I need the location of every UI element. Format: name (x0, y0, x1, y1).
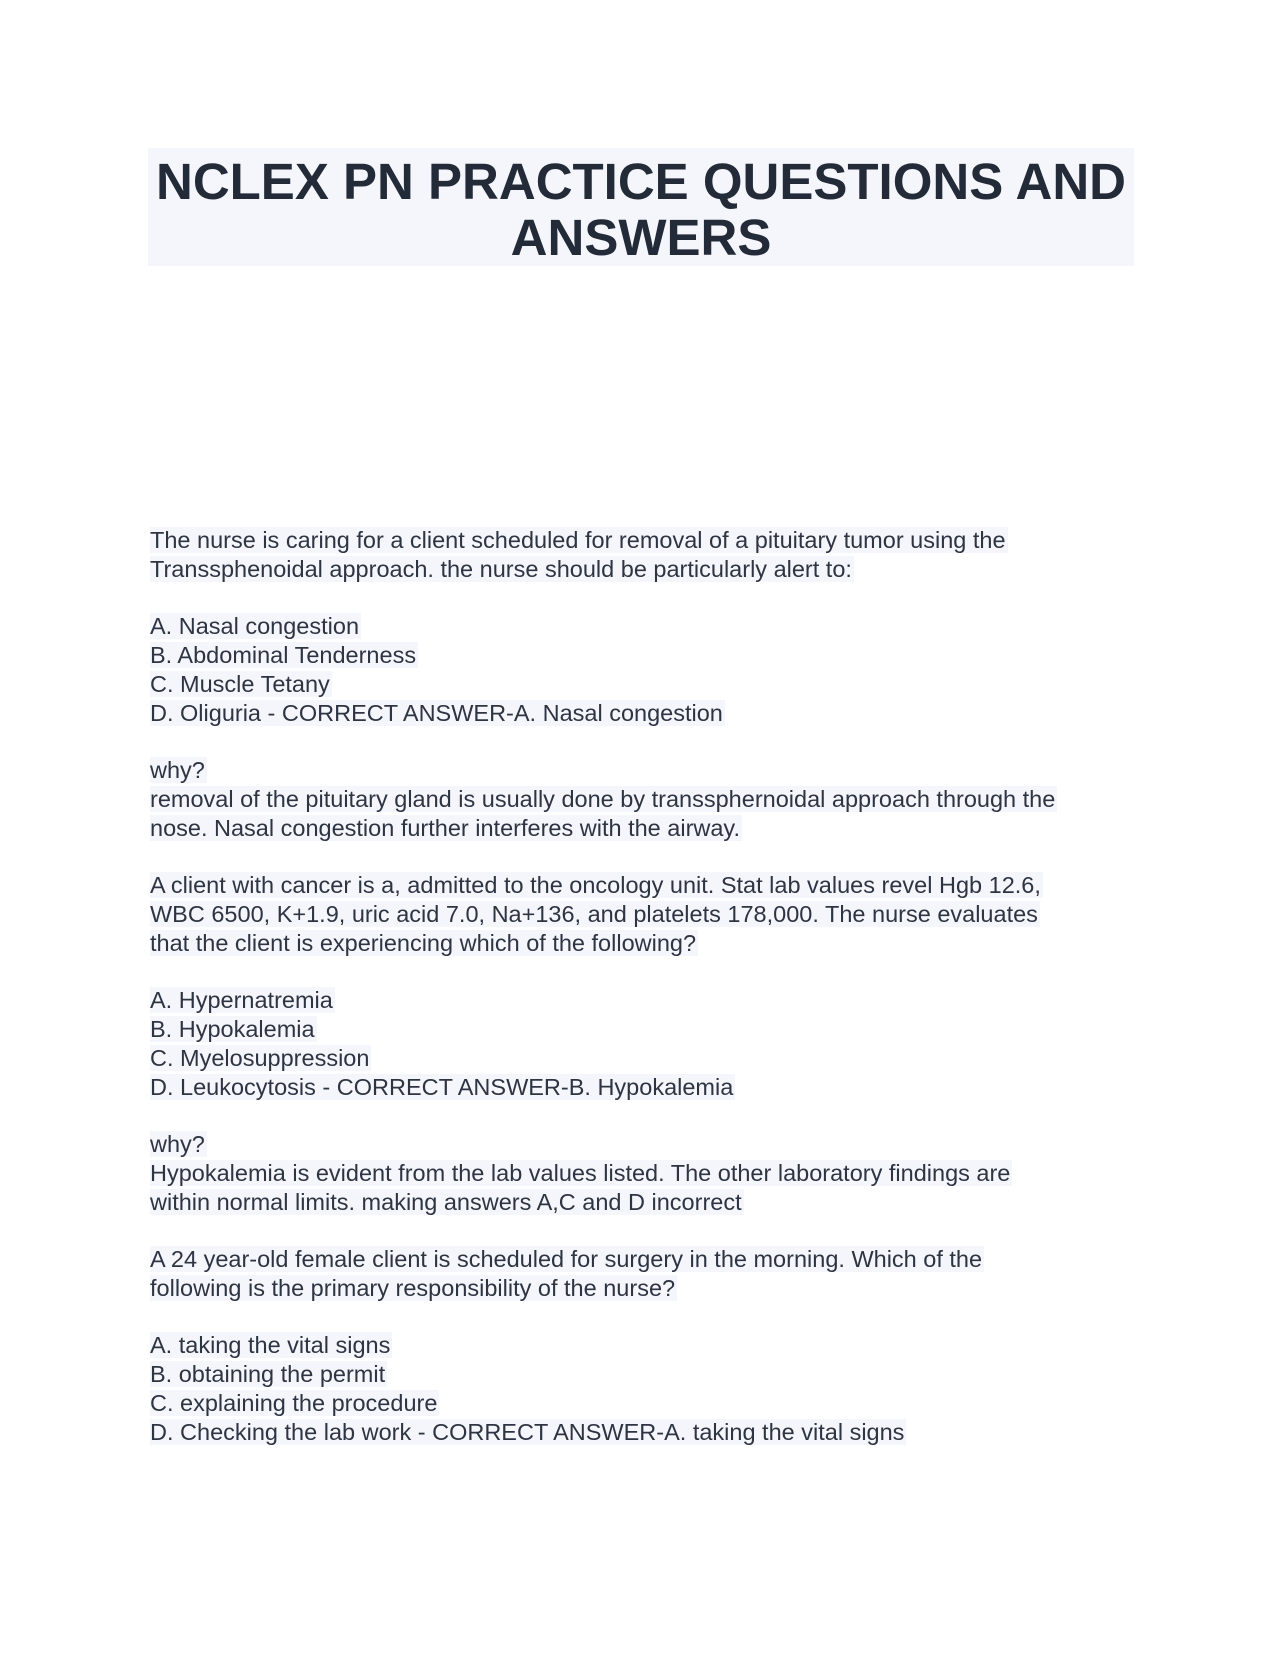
rationale-line: Hypokalemia is evident from the lab values listed. The other laboratory findings are (150, 1160, 1011, 1186)
question-stem-line: The nurse is caring for a client scheduled for removal of a pituitary tumor using the (150, 527, 1006, 553)
question-stem-line: A 24 year-old female client is scheduled for surgery in the morning. Which of the (150, 1246, 983, 1272)
question-block (150, 526, 1140, 843)
question-stem-line: Transsphenoidal approach. the nurse should be particularly alert to: (150, 556, 852, 582)
answer-option: A. Nasal congestion (150, 613, 360, 639)
why-label: why? (150, 757, 205, 783)
question-stem-line: A client with cancer is a, admitted to the oncology unit. Stat lab values revel Hgb 12.6, (150, 872, 1041, 898)
answer-option: B. Abdominal Tenderness (150, 642, 417, 668)
question-stem-line: following is the primary responsibility of the nurse? (150, 1275, 676, 1301)
answer-option: B. obtaining the permit (150, 1361, 386, 1387)
document-body (150, 526, 1140, 1447)
why-label: why? (150, 1131, 205, 1157)
rationale-line: within normal limits. making answers A,C and D incorrect (150, 1189, 742, 1215)
answer-option: C. Myelosuppression (150, 1045, 370, 1071)
answer-option-with-correct-answer: D. Leukocytosis - CORRECT ANSWER-B. Hypokalemia (150, 1074, 734, 1100)
title-line: ANSWERS (510, 209, 772, 266)
title-line: NCLEX PN PRACTICE QUESTIONS AND (155, 153, 1127, 210)
answer-option: A. taking the vital signs (150, 1332, 391, 1358)
answer-option: C. explaining the procedure (150, 1390, 438, 1416)
title-banner (148, 148, 1134, 266)
question-block (150, 1245, 1140, 1447)
page-title (148, 148, 1134, 266)
answer-option-with-correct-answer: D. Oliguria - CORRECT ANSWER-A. Nasal congestion (150, 700, 723, 726)
answer-option: C. Muscle Tetany (150, 671, 330, 697)
answer-option: A. Hypernatremia (150, 987, 333, 1013)
question-stem-line: that the client is experiencing which of the following? (150, 930, 697, 956)
answer-option: B. Hypokalemia (150, 1016, 315, 1042)
question-stem-line: WBC 6500, K+1.9, uric acid 7.0, Na+136, and platelets 178,000. The nurse evaluates (150, 901, 1038, 927)
answer-option-with-correct-answer: D. Checking the lab work - CORRECT ANSWER-A. taking the vital signs (150, 1419, 905, 1445)
rationale-line: removal of the pituitary gland is usually done by transsphernoidal approach through the (150, 786, 1056, 812)
rationale-line: nose. Nasal congestion further interferes with the airway. (150, 815, 740, 841)
question-block (150, 871, 1140, 1217)
